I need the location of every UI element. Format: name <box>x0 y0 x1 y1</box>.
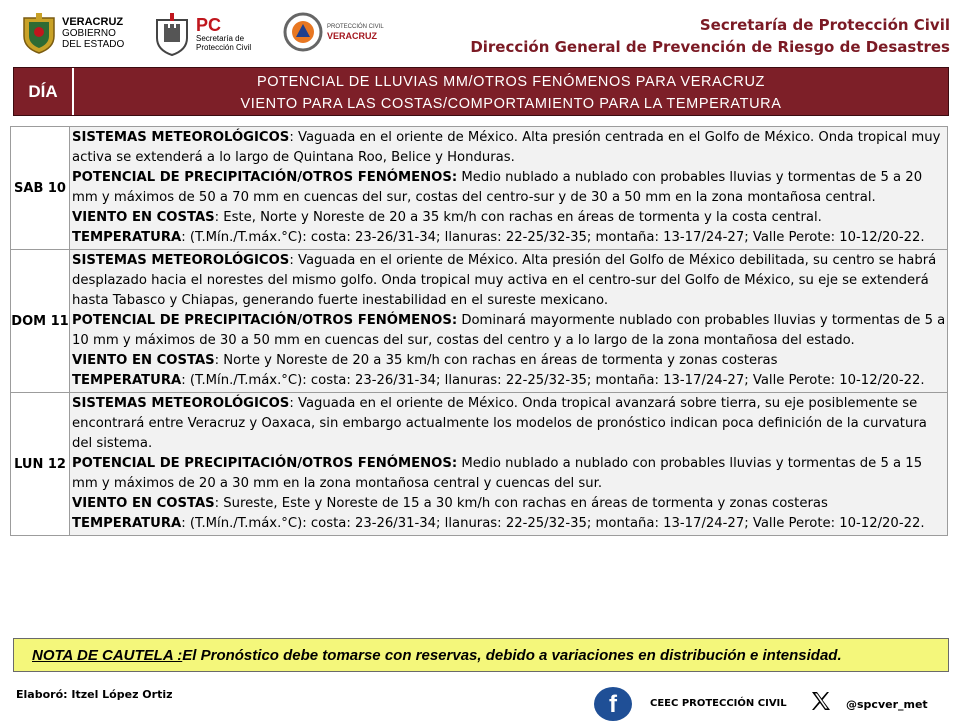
proteccion-civil-veracruz-logo <box>283 12 384 52</box>
potencial-text: Medio nublado a nublado con probables lluvias y tormentas de 5 a 20 mm y máximos de 50 a 70 mm en cuencas del sur, costas del centro-sur y de 30 a 50 mm en la zona montañosa central. <box>72 170 923 205</box>
sistemas-label: SISTEMAS METEOROLÓGICOS <box>72 396 290 411</box>
day-cell: SAB 10 <box>11 127 70 250</box>
banner-line-1: POTENCIAL DE LLUVIAS MM/OTROS FENÓMENOS PARA VERACRUZ <box>257 74 765 90</box>
caution-text: El Pronóstico debe tomarse con reservas, debido a variaciones en distribución e intensidad. <box>182 646 842 664</box>
logo-secretaria-text: Secretaría de <box>196 34 245 43</box>
forecast-text-cell <box>70 127 948 250</box>
forecast-text-cell <box>70 393 948 536</box>
sistemas-text: : Vaguada en el oriente de México. Alta presión centrada en el Golfo de México. Onda tropical muy activa se extenderá a lo largo de Quintana Roo, Belice y Honduras. <box>72 130 941 165</box>
logo-pc-text: PC <box>196 15 222 35</box>
potencial-label: POTENCIAL DE PRECIPITACIÓN/OTROS FENÓMENOS: <box>72 456 458 471</box>
temperatura-label: TEMPERATURA <box>72 230 182 245</box>
temperatura-label: TEMPERATURA <box>72 373 182 388</box>
page-header <box>0 0 960 66</box>
civil-protection-emblem-icon <box>283 12 323 52</box>
day-cell: DOM 11 <box>11 250 70 393</box>
viento-text: : Norte y Noreste de 20 a 35 km/h con rachas en áreas de tormenta y zonas costeras <box>214 353 778 368</box>
forecast-row-sab <box>11 127 948 250</box>
forecast-table <box>10 126 948 536</box>
forecast-row-lun <box>11 393 948 536</box>
forecast-row-dom <box>11 250 948 393</box>
temperatura-label: TEMPERATURA <box>72 516 182 531</box>
potencial-label: POTENCIAL DE PRECIPITACIÓN/OTROS FENÓMENOS: <box>72 170 458 185</box>
sistemas-label: SISTEMAS METEOROLÓGICOS <box>72 253 290 268</box>
logo-gobierno-text: GOBIERNO <box>62 27 116 39</box>
viento-label: VIENTO EN COSTAS <box>72 353 215 368</box>
day-cell: LUN 12 <box>11 393 70 536</box>
banner-title <box>74 68 948 115</box>
potencial-label: POTENCIAL DE PRECIPITACIÓN/OTROS FENÓMENOS: <box>72 313 458 328</box>
sistemas-label: SISTEMAS METEOROLÓGICOS <box>72 130 290 145</box>
caution-label: NOTA DE CAUTELA : <box>32 646 183 664</box>
pc-secretaria-logo <box>152 12 251 56</box>
temperatura-text: : (T.Mín./T.máx.°C): costa: 23-26/31-34; llanuras: 22-25/32-35; montaña: 13-17/24-27; Valle Perote: 10-12/20-22. <box>181 516 925 531</box>
potencial-text: Medio nublado a nublado con probables lluvias y tormentas de 5 a 15 mm y máximos de 20 a 30 mm en la zona montañosa central y cuencas del sur. <box>72 456 923 491</box>
secretaria-title: Secretaría de Protección Civil <box>699 16 950 34</box>
author-credit: Elaboró: Itzel López Ortiz <box>16 688 173 701</box>
header-titles <box>470 14 950 58</box>
viento-text: : Sureste, Este y Noreste de 15 a 30 km/h con rachas en áreas de tormenta y zonas costeras <box>214 496 828 511</box>
temperatura-text: : (T.Mín./T.máx.°C): costa: 23-26/31-34; llanuras: 22-25/32-35; montaña: 13-17/24-27; Valle Perote: 10-12/20-22. <box>181 373 925 388</box>
forecast-text-cell <box>70 250 948 393</box>
banner-line-2: VIENTO PARA LAS COSTAS/COMPORTAMIENTO PARA LA TEMPERATURA <box>240 96 782 112</box>
logo-veracruz-small-text: VERACRUZ <box>327 31 378 41</box>
viento-text: : Este, Norte y Noreste de 20 a 35 km/h con rachas en áreas de tormenta y la costa central. <box>214 210 822 225</box>
table-banner <box>13 67 949 116</box>
logo-estado-text: DEL ESTADO <box>62 38 125 50</box>
facebook-icon[interactable]: f <box>594 687 632 721</box>
viento-label: VIENTO EN COSTAS <box>72 210 215 225</box>
x-twitter-icon[interactable] <box>809 689 833 713</box>
caution-note <box>13 638 949 672</box>
logo-proteccion-text: Protección Civil <box>196 43 252 52</box>
veracruz-government-logo <box>20 12 124 54</box>
temperatura-text: : (T.Mín./T.máx.°C): costa: 23-26/31-34; llanuras: 22-25/32-35; montaña: 13-17/24-27; Valle Perote: 10-12/20-22. <box>181 230 925 245</box>
coat-of-arms-icon <box>20 12 58 54</box>
dia-header: DÍA <box>14 68 74 115</box>
x-handle-link[interactable]: @spcver_met <box>846 698 928 711</box>
logo-proteccion-civil-text: PROTECCIÓN CIVIL <box>327 24 384 30</box>
direccion-title: Dirección General de Prevención de Riesgo de Desastres <box>470 38 950 56</box>
sistemas-text: : Vaguada en el oriente de México. Onda tropical avanzará sobre tierra, su eje posiblemente se encontrará entre Veracruz y Oaxaca, sin embargo actualmente los modelos de pronóstico indican poca definición de la curvatura del sistema. <box>72 396 927 451</box>
facebook-account-link[interactable]: CEEC PROTECCIÓN CIVIL <box>650 698 787 709</box>
logo-veracruz-text: VERACRUZ <box>62 15 124 28</box>
potencial-text: Dominará mayormente nublado con probables lluvias y tormentas de 5 a 10 mm y máximos de 30 a 50 mm en cuencas del sur, costas del centro y a lo largo de la zona montañosa del estado. <box>72 313 946 348</box>
castle-shield-icon <box>152 12 192 56</box>
viento-label: VIENTO EN COSTAS <box>72 496 215 511</box>
sistemas-text: : Vaguada en el oriente de México. Alta presión del Golfo de México debilitada, su centro se habrá desplazado hacia el norestes del mismo golfo. Onda tropical muy activa en el centro-sur del Golfo de México, su eje se extenderá hasta Tabasco y Chiapas, generando fuerte inestabilidad en el sureste mexicano. <box>72 253 937 308</box>
